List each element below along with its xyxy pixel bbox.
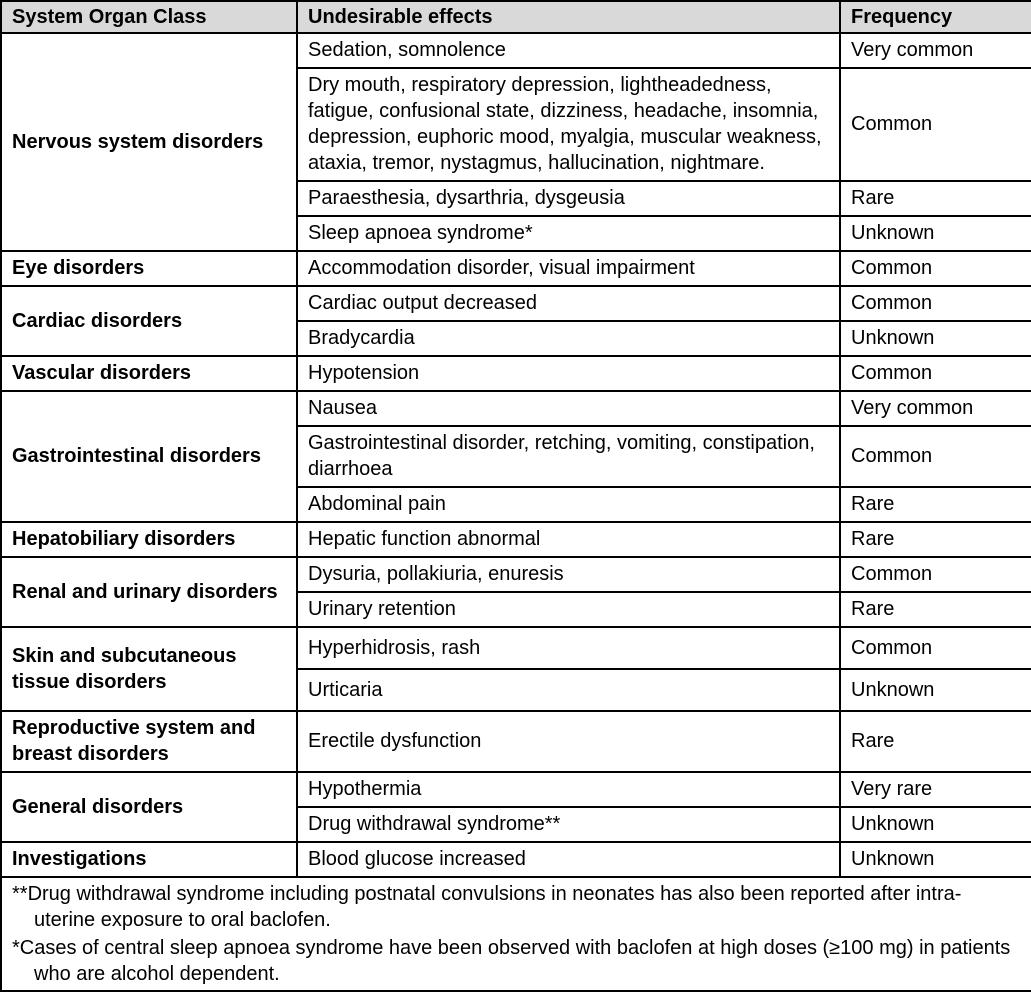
undesirable-effects-cell: Urticaria [297,669,840,711]
frequency-cell: Very common [840,391,1031,426]
system-organ-class-cell: Vascular disorders [1,356,297,391]
undesirable-effects-cell: Nausea [297,391,840,426]
footnote-withdrawal: **Drug withdrawal syndrome including postnatal convulsions in neonates has also been reported after intra-uterine exposure to oral baclofen. [12,883,962,931]
frequency-cell: Very rare [840,772,1031,807]
system-organ-class-cell: Skin and subcutaneous tissue disorders [1,627,297,711]
table-row [1,522,1031,557]
undesirable-effects-cell: Cardiac output decreased [297,286,840,321]
undesirable-effects-cell: Hyperhidrosis, rash [297,627,840,669]
frequency-cell: Rare [840,487,1031,522]
table-body [1,33,1031,877]
frequency-cell: Very common [840,33,1031,68]
footnote-sleep-apnoea: *Cases of central sleep apnoea syndrome have been observed with baclofen at high doses (≥100 mg) in patients who are alcohol dependent. [12,937,1011,985]
table-row [1,286,1031,321]
undesirable-effects-cell: Drug withdrawal syndrome** [297,807,840,842]
table-row [1,842,1031,877]
frequency-cell: Unknown [840,216,1031,251]
frequency-cell: Common [840,68,1031,181]
table-row [1,627,1031,669]
undesirable-effects-cell: Blood glucose increased [297,842,840,877]
frequency-cell: Common [840,286,1031,321]
undesirable-effects-cell: Sedation, somnolence [297,33,840,68]
frequency-cell: Unknown [840,669,1031,711]
undesirable-effects-cell: Paraesthesia, dysarthria, dysgeusia [297,181,840,216]
header-undesirable-effects: Undesirable effects [297,1,840,33]
header-system-organ-class: System Organ Class [1,1,297,33]
frequency-cell: Rare [840,711,1031,772]
frequency-cell: Unknown [840,807,1031,842]
system-organ-class-cell: Nervous system disorders [1,33,297,251]
header-frequency: Frequency [840,1,1031,33]
frequency-cell: Common [840,251,1031,286]
undesirable-effects-cell: Hypothermia [297,772,840,807]
undesirable-effects-cell: Gastrointestinal disorder, retching, vomiting, constipation, diarrhoea [297,426,840,487]
undesirable-effects-cell: Urinary retention [297,592,840,627]
frequency-cell: Rare [840,592,1031,627]
undesirable-effects-cell: Abdominal pain [297,487,840,522]
undesirable-effects-cell: Dry mouth, respiratory depression, lightheadedness, fatigue, confusional state, dizziness, headache, insomnia, depression, euphoric mood, myalgia, muscular weakness, ataxia, tremor, nystagmus, hallucination, nightmare. [297,68,840,181]
system-organ-class-cell: Eye disorders [1,251,297,286]
frequency-cell: Common [840,627,1031,669]
undesirable-effects-cell: Accommodation disorder, visual impairment [297,251,840,286]
frequency-cell: Common [840,426,1031,487]
undesirable-effects-cell: Bradycardia [297,321,840,356]
undesirable-effects-cell: Erectile dysfunction [297,711,840,772]
table-row [1,711,1031,772]
frequency-cell: Rare [840,522,1031,557]
table-row [1,557,1031,592]
system-organ-class-cell: Investigations [1,842,297,877]
header-row [1,1,1031,33]
system-organ-class-cell: Reproductive system and breast disorders [1,711,297,772]
frequency-cell: Rare [840,181,1031,216]
frequency-cell: Unknown [840,842,1031,877]
undesirable-effects-cell: Dysuria, pollakiuria, enuresis [297,557,840,592]
system-organ-class-cell: General disorders [1,772,297,842]
undesirable-effects-cell: Sleep apnoea syndrome* [297,216,840,251]
table-row [1,772,1031,807]
table-row [1,251,1031,286]
frequency-cell: Common [840,356,1031,391]
frequency-cell: Unknown [840,321,1031,356]
system-organ-class-cell: Renal and urinary disorders [1,557,297,627]
footnote-row [1,877,1031,991]
table-row [1,356,1031,391]
undesirable-effects-cell: Hypotension [297,356,840,391]
table-row [1,391,1031,426]
undesirable-effects-cell: Hepatic function abnormal [297,522,840,557]
system-organ-class-cell: Cardiac disorders [1,286,297,356]
frequency-cell: Common [840,557,1031,592]
footnotes-cell [1,877,1031,991]
system-organ-class-cell: Hepatobiliary disorders [1,522,297,557]
table-row [1,33,1031,68]
system-organ-class-cell: Gastrointestinal disorders [1,391,297,522]
